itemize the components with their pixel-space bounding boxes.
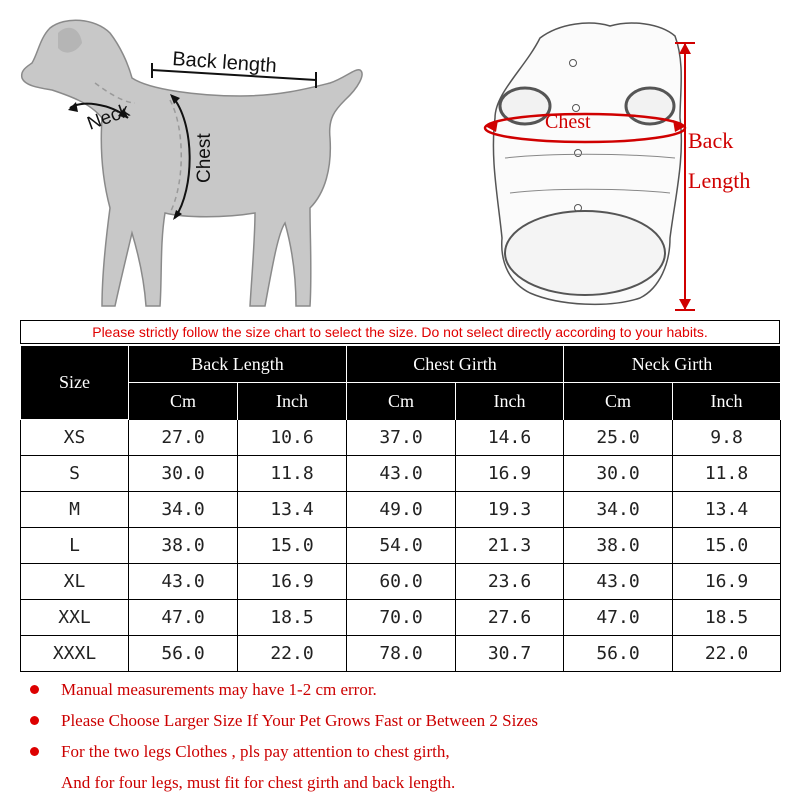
table-row (21, 600, 781, 636)
value-cell: 11.8 (238, 456, 347, 492)
chest-girth-header: Chest Girth (347, 346, 564, 383)
value-cell: 16.9 (673, 564, 781, 600)
size-cell: XXXL (21, 636, 129, 672)
value-cell: 18.5 (673, 600, 781, 636)
bullet-icon (30, 685, 39, 694)
value-cell: 16.9 (456, 456, 564, 492)
value-cell: 22.0 (673, 636, 781, 672)
notes-list (30, 674, 790, 798)
value-cell: 22.0 (238, 636, 347, 672)
value-cell: 47.0 (564, 600, 673, 636)
table-row (21, 564, 781, 600)
note-item (30, 736, 790, 767)
value-cell: 13.4 (238, 492, 347, 528)
table-row (21, 420, 781, 456)
note-item (30, 705, 790, 736)
size-warning-banner (20, 320, 780, 344)
note-text: Manual measurements may have 1-2 cm error. (61, 679, 377, 699)
value-cell: 70.0 (347, 600, 456, 636)
vest-illustration (470, 8, 790, 318)
bullet-icon (30, 747, 39, 756)
value-cell: 30.0 (564, 456, 673, 492)
back-length-header: Back Length (129, 346, 347, 383)
value-cell: 9.8 (673, 420, 781, 456)
vest-collar (505, 211, 665, 295)
unit-header: Cm (347, 383, 456, 420)
dog-illustration (10, 8, 410, 318)
size-cell: S (21, 456, 129, 492)
value-cell: 49.0 (347, 492, 456, 528)
unit-header: Inch (673, 383, 781, 420)
size-cell: XL (21, 564, 129, 600)
table-row (21, 492, 781, 528)
value-cell: 15.0 (238, 528, 347, 564)
value-cell: 54.0 (347, 528, 456, 564)
unit-header: Cm (564, 383, 673, 420)
vest-length-label: Length (688, 168, 751, 193)
vest-chest-label: Chest (545, 111, 591, 133)
neck-label: Neck (84, 100, 133, 135)
value-cell: 19.3 (456, 492, 564, 528)
value-cell: 27.6 (456, 600, 564, 636)
unit-header: Cm (129, 383, 238, 420)
vest-back-label: Back (688, 128, 734, 153)
value-cell: 11.8 (673, 456, 781, 492)
note-item (30, 674, 790, 705)
note-item (30, 767, 790, 798)
value-cell: 43.0 (347, 456, 456, 492)
unit-header: Inch (238, 383, 347, 420)
value-cell: 30.0 (129, 456, 238, 492)
value-cell: 10.6 (238, 420, 347, 456)
size-cell: M (21, 492, 129, 528)
value-cell: 16.9 (238, 564, 347, 600)
value-cell: 27.0 (129, 420, 238, 456)
vest-measurement-diagram (470, 8, 790, 318)
size-table-body (21, 420, 781, 672)
value-cell: 18.5 (238, 600, 347, 636)
bullet-icon (30, 716, 39, 725)
value-cell: 47.0 (129, 600, 238, 636)
chest-label: Chest (194, 133, 215, 183)
size-cell: XS (21, 420, 129, 456)
value-cell: 34.0 (129, 492, 238, 528)
note-text: Please Choose Larger Size If Your Pet Grows Fast or Between 2 Sizes (61, 710, 539, 730)
unit-header: Inch (456, 383, 564, 420)
note-text: And for four legs, must fit for chest girth and back length. (61, 772, 456, 792)
value-cell: 15.0 (673, 528, 781, 564)
value-cell: 37.0 (347, 420, 456, 456)
back-length-label: Back length (171, 48, 278, 78)
value-cell: 14.6 (456, 420, 564, 456)
table-row (21, 456, 781, 492)
value-cell: 43.0 (564, 564, 673, 600)
size-warning-text: Please strictly follow the size chart to select the size. Do not select directly according to your habits. (92, 324, 708, 340)
value-cell: 34.0 (564, 492, 673, 528)
dog-measurement-diagram (10, 8, 410, 318)
value-cell: 78.0 (347, 636, 456, 672)
neck-girth-header: Neck Girth (564, 346, 781, 383)
size-chart-table (20, 346, 781, 672)
value-cell: 56.0 (129, 636, 238, 672)
note-text: For the two legs Clothes , pls pay attention to chest girth, (61, 741, 450, 761)
size-cell: XXL (21, 600, 129, 636)
size-cell: L (21, 528, 129, 564)
table-row (21, 528, 781, 564)
value-cell: 38.0 (129, 528, 238, 564)
value-cell: 60.0 (347, 564, 456, 600)
size-header: Size (21, 346, 129, 420)
value-cell: 25.0 (564, 420, 673, 456)
value-cell: 21.3 (456, 528, 564, 564)
value-cell: 30.7 (456, 636, 564, 672)
value-cell: 43.0 (129, 564, 238, 600)
value-cell: 38.0 (564, 528, 673, 564)
value-cell: 13.4 (673, 492, 781, 528)
table-row (21, 636, 781, 672)
value-cell: 23.6 (456, 564, 564, 600)
value-cell: 56.0 (564, 636, 673, 672)
